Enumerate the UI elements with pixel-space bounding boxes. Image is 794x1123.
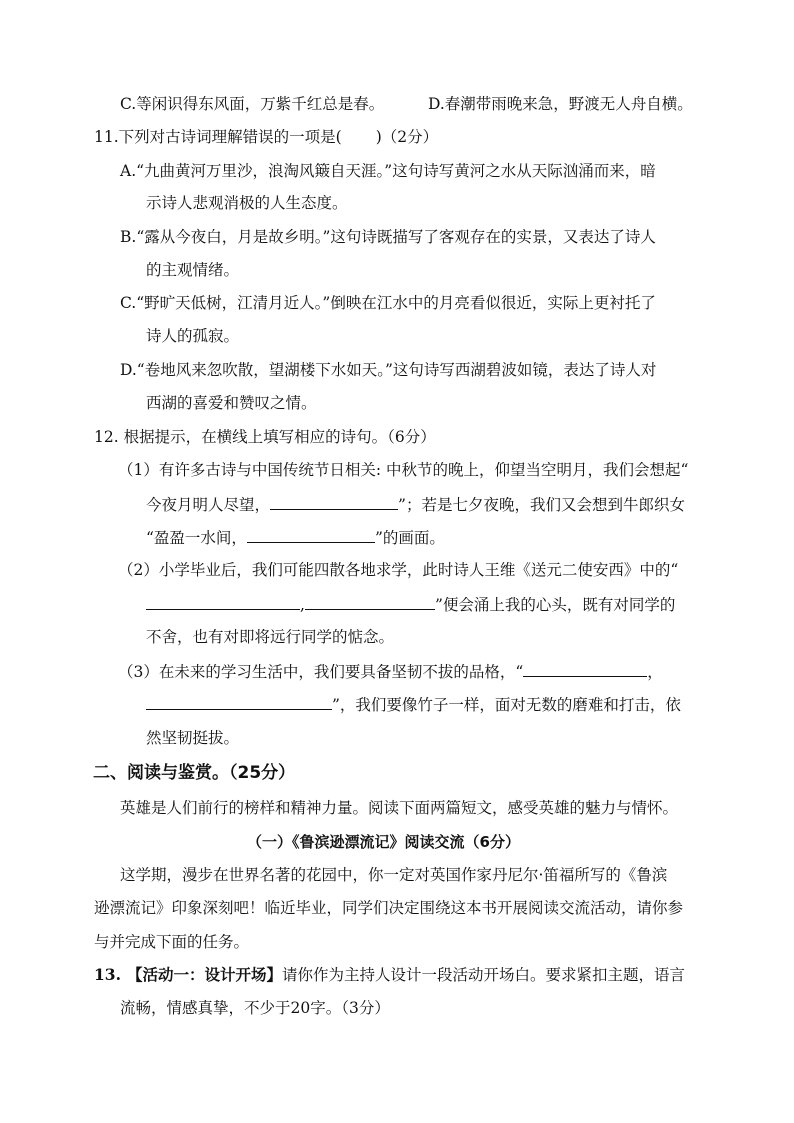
reading-intro-line2: 逊漂流记》印象深刻吧！临近毕业，同学们决定围绕这本书开展阅读交流活动，请你参 [94, 899, 684, 917]
q10-option-c: C.等闲识得东风面，万紫千红总是春。 [120, 95, 385, 113]
q12-part1-text-d: ”的画面。 [374, 529, 445, 547]
q12-part3-line2 [146, 694, 681, 715]
q11-option-c-line2: 诗人的孤寂。 [146, 327, 240, 345]
q11-option-c-line1: C.“野旷天低树，江清月近人。”倒映在江水中的月亮看似很近，实际上更衬托了 [120, 294, 656, 312]
q12-part1-text-c: “盈盈一水间， [146, 529, 247, 547]
q12-part1-line3 [146, 527, 445, 548]
q12-part2-line3: 不舍，也有对即将远行同学的惦念。 [146, 628, 395, 646]
answer-blank-1[interactable] [270, 494, 398, 510]
section-2-title: 二、阅读与鉴赏。（25分） [93, 763, 296, 783]
q12-part1-text-b: ”；若是七夕夜晚，我们又会想到牛郎织女 [398, 496, 685, 514]
q11-option-d-line2: 西湖的喜爱和赞叹之情。 [146, 394, 317, 412]
q13-line2: 流畅，情感真挚，不少于20字。（3分） [120, 999, 390, 1017]
q12-part3-text-b: ”，我们要像竹子一样，面对无数的磨难和打击，依 [332, 696, 681, 714]
q12-stem: 12. 根据提示，在横线上填写相应的诗句。（6分） [94, 428, 436, 446]
answer-blank-4[interactable] [305, 594, 435, 610]
q12-part3-comma: ， [647, 663, 663, 681]
q12-part2-text: ”便会涌上我的心头，既有对同学的 [434, 596, 676, 614]
q13-line1 [94, 965, 685, 985]
q12-part3-line1 [118, 661, 663, 682]
q13-text: 请你作为主持人设计一段活动开场白。要求紧扣主题，语言 [281, 966, 685, 984]
q12-part2-comma: , [300, 596, 305, 614]
answer-blank-5[interactable] [523, 661, 647, 677]
q10-option-d: D.春潮带雨晚来急，野渡无人舟自横。 [428, 95, 693, 113]
reading-intro-line3: 与并完成下面的任务。 [94, 933, 250, 951]
q12-part1-line1: （1）有许多古诗与中国传统节日相关: 中秋节的晚上，仰望当空明月，我们会想起“ [118, 461, 689, 479]
q13-activity-label: 【活动一：设计开场】 [126, 965, 282, 984]
q12-part3-text-a: （3）在未来的学习生活中，我们要具备坚韧不拔的品格，“ [118, 663, 524, 681]
answer-blank-6[interactable] [146, 694, 332, 710]
reading-intro-line1: 这学期，漫步在世界名著的花园中，你一定对英国作家丹尼尔·笛福所写的《鲁滨 [120, 866, 668, 884]
answer-blank-3[interactable] [146, 594, 300, 610]
q13-number: 13. [94, 965, 121, 984]
q11-option-d-line1: D.“卷地风来忽吹散，望湖楼下水如天。”这句诗写西湖碧波如镜，表达了诗人对 [120, 361, 657, 379]
q12-part2-line1: （2）小学毕业后，我们可能四散各地求学，此时诗人王维《送元二使安西》中的“ [118, 561, 679, 579]
q11-stem-score: )（2分） [375, 128, 439, 146]
q11-stem-text: 11.下列对古诗词理解错误的一项是( [94, 128, 342, 146]
q11-option-a-line1: A.“九曲黄河万里沙，浪淘风簸自天涯。”这句诗写黄河之水从天际汹涌而来，暗 [120, 162, 656, 180]
q11-option-b-line1: B.“露从今夜白，月是故乡明。”这句诗既描写了客观存在的实景，又表达了诗人 [120, 228, 656, 246]
q12-part3-line3: 然坚韧挺拔。 [146, 729, 240, 747]
q11-option-a-line2: 示诗人悲观消极的人生态度。 [146, 194, 348, 212]
q11-option-b-line2: 的主观情绪。 [146, 261, 240, 279]
q12-part1-line2 [146, 494, 685, 515]
answer-blank-2[interactable] [247, 527, 375, 543]
q12-part2-line2 [146, 594, 675, 615]
q12-part1-text-a: 今夜月明人尽望， [146, 496, 271, 514]
q11-stem [94, 127, 438, 147]
reading-part-1-title: （一）《鲁滨逊漂流记》阅读交流（6分） [247, 833, 520, 851]
section-2-intro: 英雄是人们前行的榜样和精神力量。阅读下面两篇短文，感受英雄的魅力与情怀。 [120, 799, 679, 817]
